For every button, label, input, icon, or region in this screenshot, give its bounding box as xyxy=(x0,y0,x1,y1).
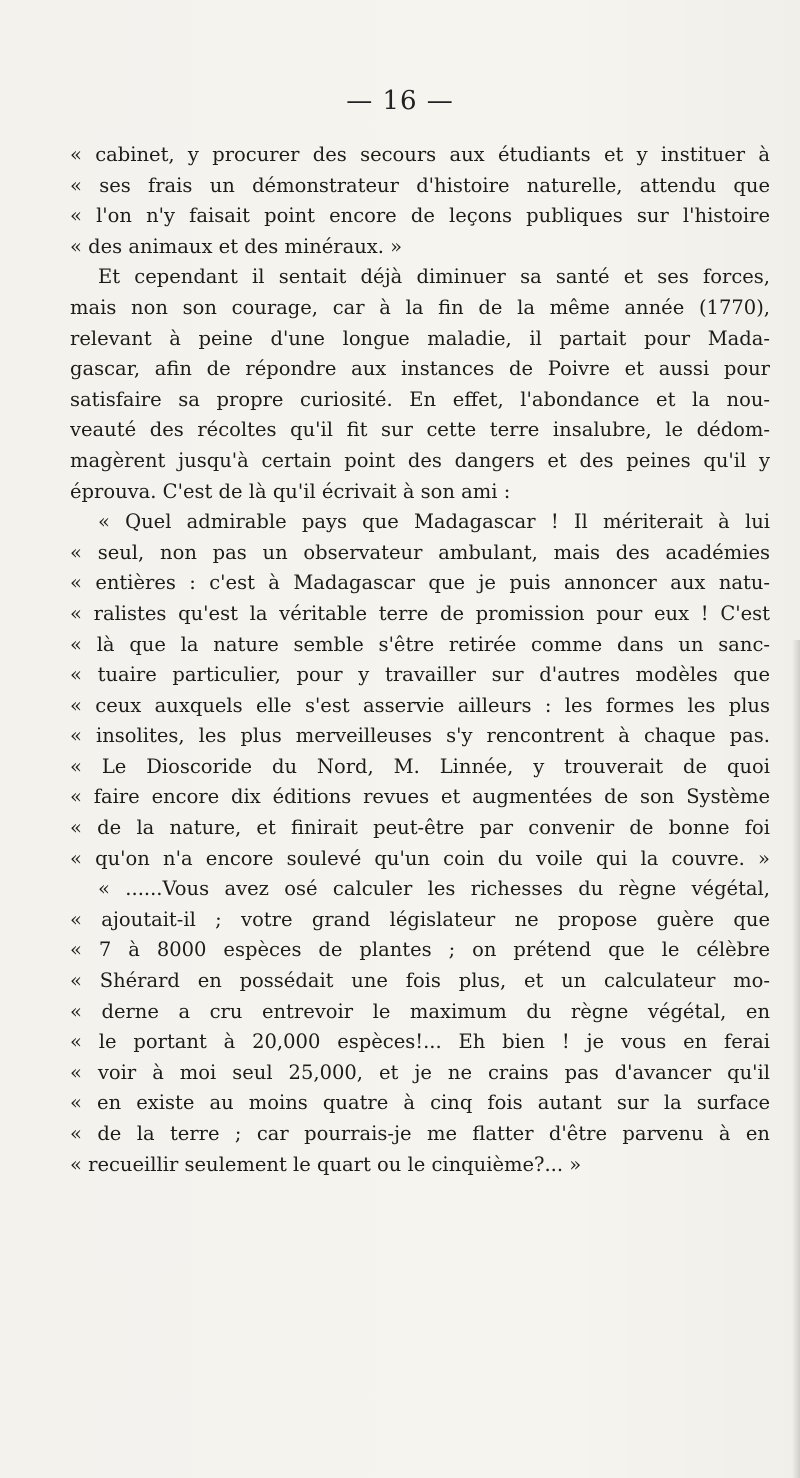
text-line: mais non son courage, car à la fin de la même année (1770), xyxy=(70,295,770,319)
text-line: « Shérard en possédait une fois plus, et un calculateur mo- xyxy=(70,969,770,993)
text-line: « cabinet, y procurer des secours aux étudiants et y instituer à xyxy=(70,143,770,166)
text-line: « l'on n'y faisait point encore de leçons publiques sur l'histoire xyxy=(70,204,770,228)
text-line: gascar, afin de répondre aux instances de Poivre et aussi pour xyxy=(70,357,770,381)
text-line: « en existe au moins quatre à cinq fois autant sur la surface xyxy=(70,1091,770,1115)
text-line: « 7 à 8000 espèces de plantes ; on prétend que le célèbre xyxy=(70,938,770,962)
text-line: éprouva. C'est de là qu'il écrivait à son ami : xyxy=(70,479,511,503)
text-line: « faire encore dix éditions revues et augmentées de son Système xyxy=(70,785,770,809)
text-line: « recueillir seulement le quart ou le cinquième?... » xyxy=(70,1152,582,1176)
text-line: « là que la nature semble s'être retirée comme dans un sanc- xyxy=(70,632,770,656)
text-line: « Quel admirable pays que Madagascar ! Il mériterait à lui xyxy=(98,510,770,534)
text-line: relevant à peine d'une longue maladie, il partait pour Mada- xyxy=(70,326,770,350)
text-line: « de la terre ; car pourrais-je me flatter d'être parvenu à en xyxy=(70,1122,770,1145)
page-edge-shadow xyxy=(792,640,800,1478)
text-line: « tuaire particulier, pour y travailler sur d'autres modèles que xyxy=(70,663,770,687)
page-number: — 16 — xyxy=(346,86,454,116)
text-line: « le portant à 20,000 espèces!... Eh bien ! je vous en ferai xyxy=(70,1030,770,1054)
text-line: « des animaux et des minéraux. » xyxy=(70,234,403,258)
text-line: « ceux auxquels elle s'est asservie ailleurs : les formes les plus xyxy=(70,693,770,717)
text-line: veauté des récoltes qu'il fit sur cette terre insalubre, le dédom- xyxy=(70,418,770,442)
text-line: « insolites, les plus merveilleuses s'y rencontrent à chaque pas. xyxy=(70,724,770,748)
text-line: « seul, non pas un observateur ambulant, mais des académies xyxy=(70,540,770,564)
text-line: satisfaire sa propre curiosité. En effet, l'abondance et la nou- xyxy=(70,387,770,411)
body-text xyxy=(70,140,770,1180)
text-line: « ralistes qu'est la véritable terre de promission pour eux ! C'est xyxy=(70,601,770,625)
text-line: « qu'on n'a encore soulevé qu'un coin du voile qui la couvre. » xyxy=(70,846,770,870)
text-line: « ajoutait-il ; votre grand législateur ne propose guère que xyxy=(70,907,770,931)
text-line: « ......Vous avez osé calculer les richesses du règne végétal, xyxy=(98,877,770,901)
text-line: « ses frais un démonstrateur d'histoire naturelle, attendu que xyxy=(70,173,770,197)
text-line: « derne a cru entrevoir le maximum du règne végétal, en xyxy=(70,999,770,1023)
text-line: Et cependant il sentait déjà diminuer sa santé et ses forces, xyxy=(98,265,770,289)
text-line: « de la nature, et finirait peut-être par convenir de bonne foi xyxy=(70,816,770,840)
text-line: « voir à moi seul 25,000, et je ne crains pas d'avancer qu'il xyxy=(70,1060,770,1084)
text-line: « Le Dioscoride du Nord, M. Linnée, y trouverait de quoi xyxy=(70,754,770,778)
text-line: magèrent jusqu'à certain point des dangers et des peines qu'il y xyxy=(70,448,770,472)
text-line: « entières : c'est à Madagascar que je puis annoncer aux natu- xyxy=(70,571,770,595)
